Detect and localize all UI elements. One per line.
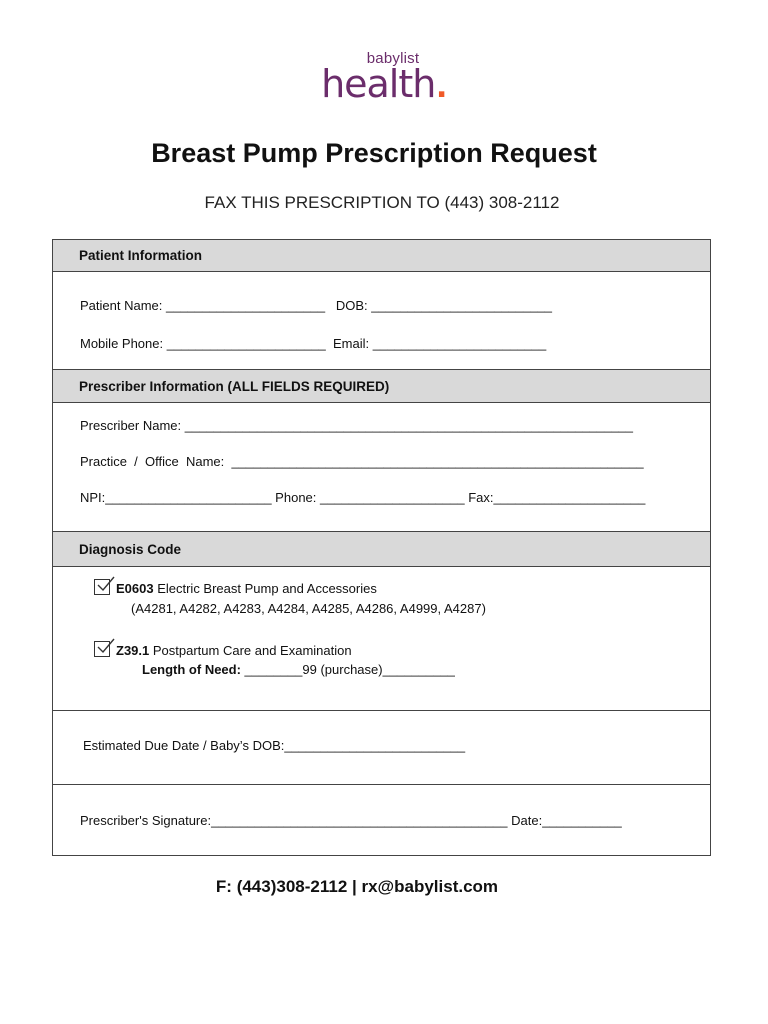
e0603-hcpcs-list: (A4281, A4282, A4283, A4284, A4285, A4286, A4999, A4287): [131, 601, 486, 616]
z391-description: Postpartum Care and Examination: [149, 643, 352, 658]
checkmark-icon: [96, 636, 116, 656]
patient-info-section: [53, 272, 710, 370]
logo: [0, 50, 768, 106]
checkmark-icon: [96, 574, 116, 594]
z391-checkbox[interactable]: [94, 641, 110, 657]
e0603-line: [116, 581, 377, 596]
npi-phone-fax-field[interactable]: NPI:_______________________ Phone: ____________________ Fax:_____________________: [80, 490, 646, 505]
prescription-form: [52, 239, 711, 856]
logo-babylist-text: babylist: [366, 50, 420, 67]
prescriber-info-section: [53, 403, 710, 532]
prescriber-info-header-label: Prescriber Information (ALL FIELDS REQUIRED): [79, 378, 390, 394]
practice-name-field[interactable]: Practice / Office Name: _________________________________________________________: [80, 454, 644, 469]
fax-instruction: FAX THIS PRESCRIPTION TO (443) 308-2112: [204, 193, 560, 212]
patient-info-header-label: Patient Information: [79, 248, 203, 263]
prescriber-name-field[interactable]: Prescriber Name: ______________________________________________________________: [80, 418, 634, 433]
signature-section: [53, 785, 710, 855]
patient-name-dob-field[interactable]: Patient Name: ______________________ DOB: _________________________: [80, 298, 553, 313]
length-of-need-field[interactable]: [142, 662, 455, 677]
z391-code: Z39.1: [116, 643, 150, 658]
diagnosis-code-header-label: Diagnosis Code: [79, 541, 182, 557]
e0603-checkbox[interactable]: [94, 579, 110, 595]
due-date-field[interactable]: Estimated Due Date / Baby’s DOB:_________________________: [83, 738, 466, 753]
due-date-section: [53, 711, 710, 785]
logo-health-text: health: [321, 62, 436, 106]
signature-date-field[interactable]: Prescriber's Signature:_________________________________________ Date:___________: [80, 813, 622, 828]
diagnosis-code-section: [53, 567, 710, 711]
patient-phone-email-field[interactable]: Mobile Phone: ______________________ Email: ________________________: [80, 336, 547, 351]
logo-dot: .: [436, 64, 447, 106]
patient-info-header: [53, 240, 710, 272]
page-title: Breast Pump Prescription Request: [151, 138, 597, 168]
diagnosis-code-header: [53, 532, 710, 567]
length-of-need-label: Length of Need:: [142, 662, 241, 677]
z391-line: [116, 643, 352, 658]
e0603-code: E0603: [116, 581, 154, 596]
length-of-need-value: ________99 (purchase)__________: [240, 662, 455, 677]
prescriber-info-header: [53, 370, 710, 403]
footer-contact: F: (443)308-2112 | rx@babylist.com: [215, 877, 499, 896]
e0603-description: Electric Breast Pump and Accessories: [153, 581, 377, 596]
